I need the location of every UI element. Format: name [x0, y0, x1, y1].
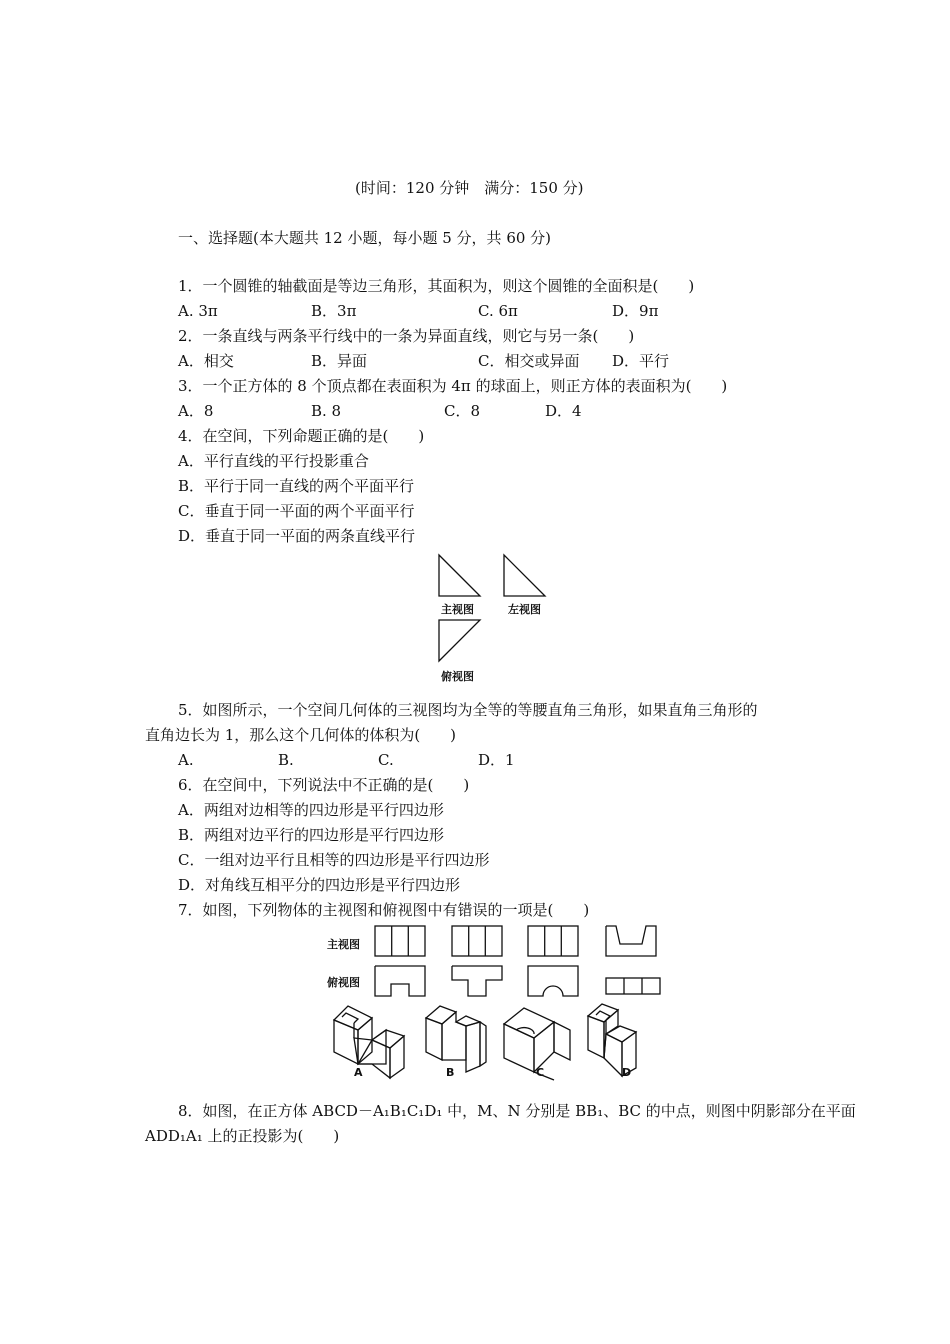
q7-letter-c: C	[536, 1066, 545, 1079]
q3-option-c[interactable]: C．8	[444, 402, 481, 420]
side-view-triangle	[504, 555, 545, 596]
q7-letter-b: B	[446, 1066, 455, 1079]
q6-option-b[interactable]: B．两组对边平行的四边形是平行四边形	[178, 826, 445, 844]
side-view-label: 左视图	[508, 603, 541, 616]
q6-option-a[interactable]: A．两组对边相等的四边形是平行四边形	[178, 801, 444, 819]
q7-top-row-label: 俯视图	[327, 976, 360, 989]
q7-front-row-label: 主视图	[327, 938, 360, 951]
top-view-d	[606, 978, 660, 994]
top-view-c	[528, 966, 578, 996]
time-info: (时间：120 分钟 满分：150 分)	[355, 179, 584, 197]
front-view-a	[375, 926, 425, 956]
front-view-triangle	[439, 555, 480, 596]
section-title: 一、选择题(本大题共 12 小题，每小题 5 分，共 60 分)	[178, 229, 552, 247]
q8-stem-line1: 8．如图，在正方体 ABCD－A₁B₁C₁D₁ 中，M、N 分别是 BB₁、BC 的中点，则图中阴影部分在平面	[178, 1102, 856, 1120]
q2-option-a[interactable]: A．相交	[178, 352, 234, 370]
top-view-b	[452, 966, 502, 996]
q5-option-b[interactable]: B.	[278, 751, 294, 769]
q3-stem: 3．一个正方体的 8 个顶点都在表面积为 4π 的球面上，则正方体的表面积为( )	[178, 377, 728, 395]
q7-views-figure	[370, 922, 720, 1082]
q2-stem: 2．一条直线与两条平行线中的一条为异面直线，则它与另一条( )	[178, 327, 635, 345]
q1-option-a[interactable]: A. 3π	[178, 302, 218, 320]
q5-stem-line1: 5．如图所示，一个空间几何体的三视图均为全等的等腰直角三角形，如果直角三角形的	[178, 701, 758, 719]
q2-option-d[interactable]: D．平行	[612, 352, 670, 370]
q1-stem: 1．一个圆锥的轴截面是等边三角形，其面积为，则这个圆锥的全面积是( )	[178, 277, 695, 295]
front-view-b	[452, 926, 502, 956]
q5-option-d[interactable]: D．1	[478, 751, 515, 769]
q3-option-d[interactable]: D．4	[545, 402, 582, 420]
q4-option-b[interactable]: B．平行于同一直线的两个平面平行	[178, 477, 415, 495]
object-b	[426, 1006, 486, 1072]
q1-option-d[interactable]: D．9π	[612, 302, 659, 320]
top-view-label: 俯视图	[441, 670, 474, 683]
front-view-c	[528, 926, 578, 956]
q1-option-b[interactable]: B．3π	[311, 302, 357, 320]
q6-option-c[interactable]: C．一组对边平行且相等的四边形是平行四边形	[178, 851, 490, 869]
front-view-d	[606, 926, 656, 956]
q4-option-d[interactable]: D．垂直于同一平面的两条直线平行	[178, 527, 416, 545]
q7-letter-a: A	[354, 1066, 363, 1079]
q5-option-a[interactable]: A.	[178, 751, 194, 769]
front-view-label: 主视图	[441, 603, 474, 616]
q6-option-d[interactable]: D．对角线互相平分的四边形是平行四边形	[178, 876, 461, 894]
q3-option-a[interactable]: A．8	[178, 402, 214, 420]
q7-letter-d: D	[622, 1066, 632, 1079]
q5-stem-line2: 直角边长为 1，那么这个几何体的体积为( )	[145, 726, 457, 744]
q1-option-c[interactable]: C. 6π	[478, 302, 518, 320]
top-view-a	[375, 966, 425, 996]
q5-option-c[interactable]: C.	[378, 751, 394, 769]
q6-stem: 6．在空间中，下列说法中不正确的是( )	[178, 776, 470, 794]
q7-stem: 7．如图，下列物体的主视图和俯视图中有错误的一项是( )	[178, 901, 590, 919]
q4-option-c[interactable]: C．垂直于同一平面的两个平面平行	[178, 502, 415, 520]
q4-stem: 4．在空间，下列命题正确的是( )	[178, 427, 425, 445]
q8-stem-line2: ADD₁A₁ 上的正投影为( )	[145, 1127, 340, 1145]
q2-option-b[interactable]: B．异面	[311, 352, 368, 370]
top-view-triangle	[439, 620, 480, 661]
q4-option-a[interactable]: A．平行直线的平行投影重合	[178, 452, 369, 470]
q2-option-c[interactable]: C．相交或异面	[478, 352, 580, 370]
object-a	[334, 1006, 404, 1078]
q3-option-b[interactable]: B. 8	[311, 402, 342, 420]
